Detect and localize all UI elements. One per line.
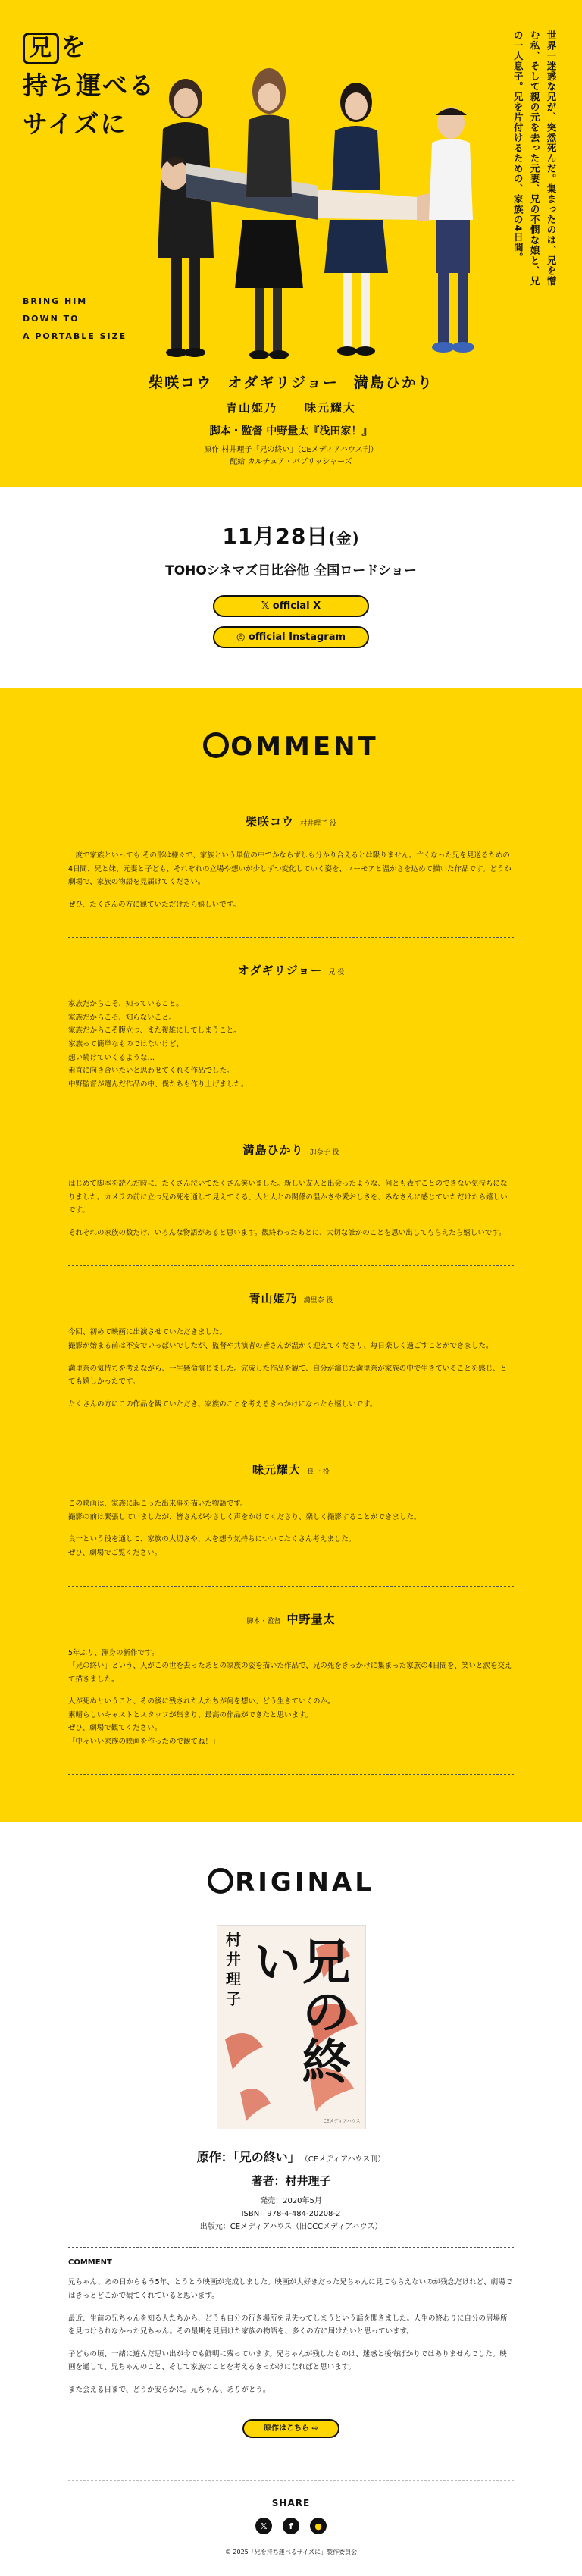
commenter-name: 柴咲コウ <box>246 815 295 829</box>
book-publisher: CEメディアハウス <box>323 2119 361 2125</box>
comment-paragraph: 「兄の終い」という、人がこの世を去ったあとの家族の姿を描いた作品で、兄の死をきっかけに集まった家族の4日間を、笑いと涙を交えて描きました。 <box>68 1662 512 1684</box>
commenter-name: 満島ひかり <box>242 1143 304 1158</box>
commenter-name: オダギリジョー <box>237 964 323 978</box>
release-date-dow: (金) <box>328 529 360 547</box>
comment-heading-text: OMMENT <box>230 732 379 762</box>
title-line-1: を <box>61 32 87 61</box>
cast-name: オダギリジョー <box>227 374 339 391</box>
comment-list <box>68 789 514 1775</box>
comment-paragraph: 5年ぶり、渾身の新作です。 <box>68 1648 159 1657</box>
cast-sub <box>0 400 582 415</box>
x-share-icon[interactable]: 𝕏 <box>255 2518 272 2534</box>
title-line-3: サイズに <box>23 109 127 139</box>
comment-entry-head <box>68 1462 514 1478</box>
comment-paragraph: 中野監督が選んだ作品の中、僕たちも作り上げました。 <box>68 1080 249 1089</box>
comment-paragraph: 想い続けていくるような… <box>68 1053 155 1062</box>
comment-entry-head <box>68 962 514 978</box>
original-section <box>0 1822 582 2480</box>
comment-paragraph: 素晴らしいキャストとスタッフが集まり、最高の作品ができたと思います。 <box>68 1710 313 1719</box>
original-meta <box>0 2195 582 2233</box>
comment-entry <box>68 1266 514 1437</box>
comment-paragraph: 満里奈の気持ちを考えながら、一生懸命演じました。完成した作品を観て、自分が演じた満里奈が家族の中で生きていることを感じ、とても嬉しかったです。 <box>68 1364 508 1387</box>
original-comment <box>68 2247 514 2396</box>
original-paragraph: 兄ちゃん、あの日からもう5年、とうとう映画が完成しました。映画が大好きだった兄ちゃんに見てもらえないのが残念だけれど、劇場ではきっとどこかで観てくれていると思います。 <box>68 2278 513 2300</box>
original-paragraph: 子どもの頃、一緒に遊んだ思い出が今でも鮮明に残っています。兄ちゃんが残したものは、迷惑と後悔ばかりではありませんでした。映画を通して、兄ちゃんのこと、そして家族のことを考えるきっかけになればと思います。 <box>68 2349 507 2372</box>
title-mark: 兄 <box>23 33 59 64</box>
original-credit: 原作 村井理子「兄の終い」（CEメディアハウス刊） <box>204 446 378 454</box>
english-line-3: A PORTABLE SIZE <box>23 331 127 342</box>
english-line-2: DOWN TO <box>23 314 80 324</box>
comment-text <box>68 849 514 911</box>
commenter-name: 青山姫乃 <box>249 1292 298 1306</box>
comment-entry <box>68 1587 514 1775</box>
official-x-button[interactable]: 𝕏 official X <box>213 595 369 617</box>
comment-entry-head <box>68 1142 514 1158</box>
comment-paragraph: 撮影の前は緊張していましたが、皆さんがやさしく声をかけてくださり、楽しく撮影することができました。 <box>68 1512 421 1521</box>
original-title-pub: （CEメディアハウス刊） <box>304 2155 386 2164</box>
comment-paragraph: ぜひ、劇場で観てください。 <box>68 1724 162 1733</box>
copyright: © 2025「兄を持ち運べるサイズに」製作委員会 <box>224 2549 358 2556</box>
comment-paragraph: ぜひ、劇場でご覧ください。 <box>68 1548 162 1557</box>
cast-figure-1 <box>158 79 214 357</box>
comment-text <box>68 1497 514 1559</box>
commenter-name: 中野量太 <box>286 1612 336 1626</box>
comment-section <box>0 688 582 1822</box>
title-line-2: 持ち運べる <box>23 71 155 101</box>
comment-text <box>68 998 514 1091</box>
comment-paragraph: 良一という役を通して、家族の大切さや、人を想う気持ちについてたくさん考えました。 <box>68 1535 356 1544</box>
comment-paragraph: ぜひ、たくさんの方に観ていただけたら嬉しいです。 <box>68 900 240 909</box>
comment-paragraph: はじめて脚本を読んだ時に、たくさん泣いてたくさん笑いました。新しい友人と出会ったような、何とも表すことのできない気持ちになりました。カメラの前に立つ兄の死を通して見えてくる、人と人との関係の温かさや愛おしさを、みなさんに感じていただけたら嬉しいです。 <box>68 1180 508 1215</box>
staff-credits <box>0 444 582 469</box>
comment-paragraph: 家族だからこそ、知らないこと。 <box>68 1013 177 1022</box>
footer <box>0 2480 582 2576</box>
hero-english-title <box>23 293 127 345</box>
release-date-meta: 発売：2020年5月 <box>260 2197 322 2206</box>
publisher-meta: 出版元：CEメディアハウス（旧CCCメディアハウス） <box>199 2223 383 2232</box>
cast-main <box>0 371 582 392</box>
comment-entry-head <box>68 813 514 829</box>
hero-tagline: 世界一迷惑な兄が、突然死んだ。集まったのは、兄を憎む私、そして親の元を去った元妻、兄の不憫な娘と、兄の一人息子。兄を片付けるための、家族の4日間。 <box>512 30 557 287</box>
cast-name: 満島ひかり <box>353 374 433 391</box>
original-comment-label: COMMENT <box>68 2258 112 2267</box>
book-cover <box>217 1925 366 2129</box>
comment-paragraph: 家族だからこそ腹立つ、また複雑にしてしまうこと。 <box>68 1026 241 1036</box>
original-title-text: 原作：「兄の終い」 <box>196 2150 300 2165</box>
comment-paragraph: たくさんの方にこの作品を観ていただき、家族のことを考えるきっかけになったら嬉しいです。 <box>68 1399 377 1409</box>
cast-photo <box>136 68 515 387</box>
comment-entry <box>68 1437 514 1586</box>
comment-paragraph: 今回、初めて映画に出演させていただきました。 <box>68 1328 227 1337</box>
comment-entry-head <box>68 1290 514 1306</box>
comment-entry-head <box>68 1611 514 1627</box>
release-venue: TOHOシネマズ日比谷他 全国ロードショー <box>165 563 417 578</box>
commenter-role: 加奈子 役 <box>309 1149 340 1157</box>
original-heading-text: RIGINAL <box>235 1867 374 1898</box>
director-credit: 脚本・監督 中野量太『浅田家！』 <box>209 425 373 437</box>
isbn-meta: ISBN：978-4-484-20208-2 <box>241 2210 341 2219</box>
cast-name: 柴咲コウ <box>149 374 213 391</box>
share-label: SHARE <box>271 2498 311 2509</box>
english-line-1: BRING HIM <box>23 296 88 306</box>
comment-entry <box>68 938 514 1117</box>
comment-paragraph: 撮影が始まる前は不安でいっぱいでしたが、監督や共演者の皆さんが温かく迎えてくださり、毎日楽しく過ごすことができました。 <box>68 1342 493 1350</box>
release-info <box>0 487 582 688</box>
commenter-role: 脚本・監督 <box>246 1617 281 1625</box>
o-circle-icon <box>208 1868 233 1894</box>
comment-paragraph: 素直に向き合いたいと思わせてくれる作品でした。 <box>68 1067 234 1076</box>
share-icons <box>68 2518 514 2534</box>
comment-text <box>68 1647 514 1749</box>
hero <box>0 0 582 418</box>
original-title <box>0 2148 582 2165</box>
line-share-icon[interactable]: ● <box>310 2518 327 2534</box>
original-heading <box>0 1867 582 1898</box>
comment-paragraph: 「中々いい家族の映画を作ったので観てね！」 <box>68 1737 220 1746</box>
comment-paragraph: 家族だからこそ、知っていること。 <box>68 1000 183 1009</box>
comment-paragraph: 一度で家族といっても その形は様々で、家族という単位の中でかならずしも分かり合えるとは限りません。亡くなった兄を見送るための4日間、兄と妹、元妻と子ども、それぞれの立場や想いが少しずつ変化していく姿を、ユーモアと温かさを込めて描いた作品です。どうか劇場で、家族の物語を見届けてください。 <box>68 851 512 887</box>
book-author: 村井理子 <box>223 1932 242 2011</box>
cast-name: 味元耀大 <box>305 401 357 415</box>
comment-paragraph: 家族って簡単なものではないけど、 <box>68 1039 184 1048</box>
share-section <box>68 2480 514 2576</box>
comment-paragraph: 人が死ぬということ、その後に残された人たちが何を想い、どう生きていくのか。 <box>68 1697 335 1706</box>
comment-text <box>68 1326 514 1411</box>
hero-title <box>23 27 155 143</box>
commenter-name: 味元耀大 <box>252 1463 302 1478</box>
cast-name: 青山姫乃 <box>225 401 277 415</box>
original-paragraph: 最近、生前の兄ちゃんを知る人たちから、どうも自分の行き場所を見失ってしまうという話を聞きました。人生の終わりに自分の居場所を見つけられなかった兄ちゃん。その最期を見届けた家族の物語を、多くの方に届けたいと思っています。 <box>68 2314 508 2336</box>
comment-entry <box>68 1117 514 1266</box>
book-title: 兄の終い <box>245 1936 351 2087</box>
distributor-credit: 配給 カルチュア・パブリッシャーズ <box>230 458 352 466</box>
release-date-main: 11月28日 <box>222 524 329 549</box>
original-paragraph: また会える日まで、どうか安らかに。兄ちゃん、ありがとう。 <box>68 2385 271 2394</box>
original-author: 著者：村井理子 <box>251 2174 331 2189</box>
commenter-role: 村井理子 役 <box>300 820 336 828</box>
original-detail-button[interactable]: 原作はこちら ⇨ <box>242 2419 340 2438</box>
c-circle-icon <box>203 732 229 758</box>
commenter-role: 良一 役 <box>307 1468 330 1477</box>
comment-entry <box>68 789 514 938</box>
commenter-role: 兄 役 <box>328 969 345 977</box>
facebook-share-icon[interactable]: f <box>283 2518 299 2534</box>
credits <box>0 371 582 487</box>
commenter-role: 満里奈 役 <box>303 1297 333 1305</box>
cast-figure-4 <box>429 107 474 353</box>
comment-heading <box>0 732 582 762</box>
comment-text <box>68 1177 514 1239</box>
official-instagram-button[interactable]: ◎ official Instagram <box>213 626 369 648</box>
release-date <box>0 520 582 550</box>
comment-paragraph: それぞれの家族の数だけ、いろんな物語があると思います。観終わったあとに、大切な誰かのことを思い出してもらえたら嬉しいです。 <box>68 1228 506 1237</box>
comment-paragraph: この映画は、家族に起こった出来事を描いた物語です。 <box>68 1500 248 1509</box>
